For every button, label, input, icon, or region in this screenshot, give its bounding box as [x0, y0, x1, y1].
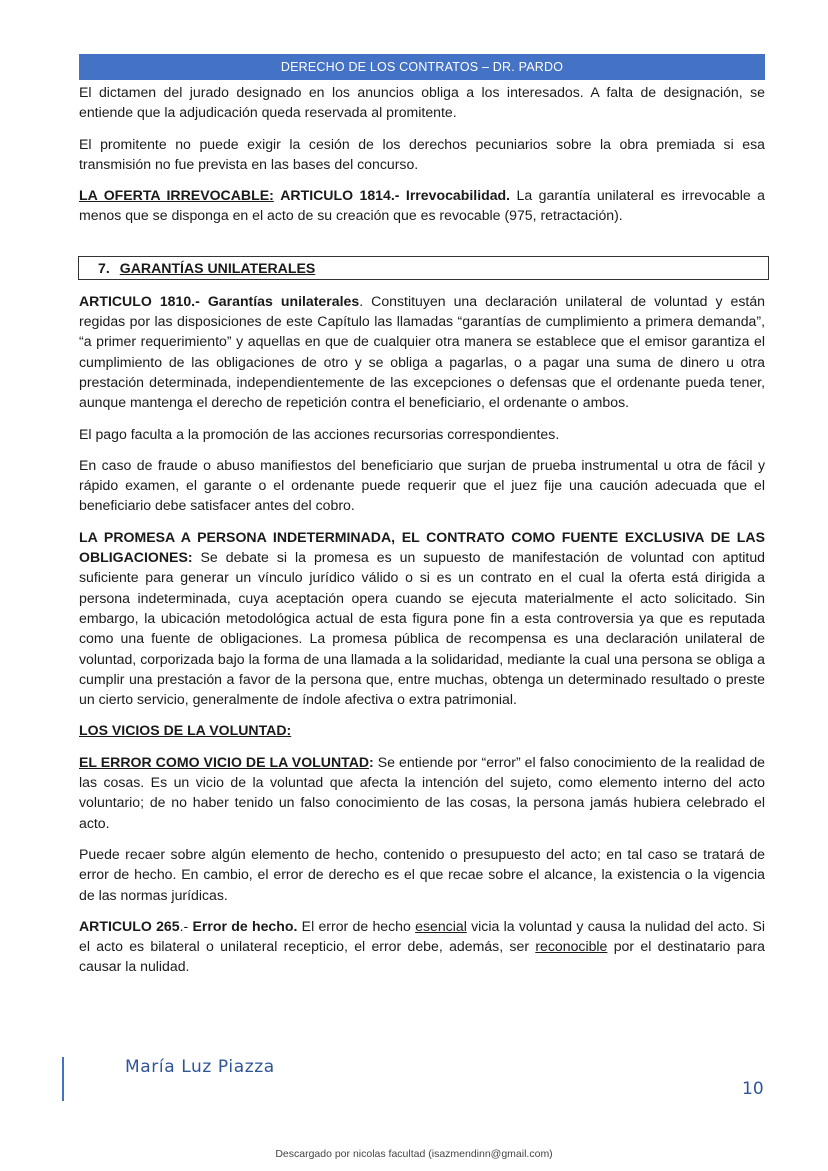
paragraph-promesa — [79, 527, 765, 710]
paragraph-error-de-hecho: Puede recaer sobre algún elemento de hecho, contenido o presupuesto del acto; en tal caso se tratará de error de hecho. En cambio, el error de derecho es el que recae sobre el alcance, la existencia o la vigencia de las normas jurídicas. — [79, 845, 765, 903]
document-header — [79, 54, 765, 80]
paragraph-pago: El pago faculta a la promoción de las acciones recursorias correspondientes. — [79, 425, 560, 442]
section-number: 7. — [98, 259, 110, 276]
article-1810-text: . Constituyen una declaración unilateral de voluntad y están regidas por las disposiciones de este Capítulo las llamadas “garantías de cumplimiento a primera demanda”, “a primer requerimiento” y aquellas en que de cualquier otra manera se establece que el emisor garantiza el cumplimiento de las obligaciones de otro y se obliga a pagarlas, o a pagar una suma de dinero u otra prestación determinada, independientemente de las excepciones o defensas que el ordenante pueda tener, aunque mantenga el derecho de repetición contra el beneficiario, el ordenante o ambos. — [79, 292, 765, 411]
paragraph-fraude: En caso de fraude o abuso manifiestos del beneficiario que surjan de prueba instrumental u otra de fácil y rápido examen, el garante o el ordenante puede requerir que el juez fije una caución adecuada que el beneficiario debe satisfacer antes del cobro. — [79, 456, 765, 514]
vicios-heading: LOS VICIOS DE LA VOLUNTAD: — [79, 722, 292, 739]
article-265-text-3: por el destinatario para causar la nulidad. — [79, 938, 766, 975]
article-265-title: ARTICULO 265 — [79, 917, 180, 934]
footer-author: María Luz Piazza — [125, 1057, 275, 1077]
paragraph-promitente: El promitente no puede exigir la cesión de los derechos pecuniarios sobre la obra premiada si esa transmisión no fue prevista en las bases del concurso. — [79, 135, 765, 172]
header-title: DERECHO DE LOS CONTRATOS – DR. PARDO — [280, 60, 564, 74]
error-heading-colon: : — [369, 753, 374, 770]
article-1814-title: ARTICULO 1814.- Irrevocabilidad. — [280, 187, 511, 204]
article-265-text-1: El error de hecho — [297, 917, 416, 934]
error-heading: EL ERROR COMO VICIO DE LA VOLUNTAD — [79, 753, 370, 770]
paragraph-article-1810 — [79, 291, 765, 413]
footer-divider — [62, 1057, 64, 1101]
page-number: 10 — [742, 1079, 764, 1099]
article-265-heading: Error de hecho. — [192, 917, 298, 934]
article-265-separator: .- — [179, 917, 193, 934]
download-note: Descargado por nicolas facultad (isazmendinn@gmail.com) — [275, 1148, 553, 1160]
article-265-reconocible: reconocible — [535, 938, 608, 955]
document-body — [79, 82, 765, 988]
paragraph-article-265 — [79, 916, 765, 977]
error-text: Se entiende por “error” el falso conocimiento de la realidad de las cosas. Es un vicio de la voluntad que afecta la intención del sujeto, como elemento interno del acto voluntario; de no haber tenido un falso conocimiento de las cosas, la persona jamás hubiera celebrado el acto. — [79, 753, 765, 831]
section-heading-box — [78, 256, 769, 280]
paragraph-oferta-irrevocable — [79, 185, 765, 226]
oferta-irrevocable-heading: LA OFERTA IRREVOCABLE: — [79, 187, 274, 204]
article-265-text-2: vicia la voluntad y causa la nulidad del acto. Si el acto es bilateral o unilateral recepticio, el error debe, además, ser — [79, 917, 765, 955]
promesa-text: Se debate si la promesa es un supuesto de manifestación de voluntad con aptitud suficiente para generar un vínculo jurídico válido o si es un contrato en el cual la oferta está dirigida a persona indeterminada, cuya aceptación opera cuando se ejecuta materialmente el acto solicitado. Sin embargo, la ubicación metodológica actual de esta figura pone fin a esta controversia ya que es reputada como una fuente de obligaciones. La promesa pública de recompensa es una declaración unilateral de voluntad, corporizada bajo la forma de una llamada a la solidaridad, mediante la cual una persona se obliga a cumplir una prestación a favor de la persona que, entre muchas, obtenga un determinado resultado o preste un cierto servicio, generalmente de índole afectiva o extra patrimonial. — [79, 549, 765, 708]
paragraph-error — [79, 752, 765, 833]
article-265-esencial: esencial — [415, 917, 467, 934]
section-title: GARANTÍAS UNILATERALES — [119, 259, 316, 276]
article-1814-text: La garantía unilateral es irrevocable a menos que se disponga en el acto de su creación que es revocable (975, retractación). — [79, 187, 766, 224]
article-1810-title: ARTICULO 1810.- Garantías unilaterales — [79, 292, 360, 309]
promesa-heading: LA PROMESA A PERSONA INDETERMINADA, EL CONTRATO COMO FUENTE EXCLUSIVA DE LAS OBLIGACIONES: — [79, 528, 765, 566]
paragraph-jurado: El dictamen del jurado designado en los anuncios obliga a los interesados. A falta de designación, se entiende que la adjudicación queda reservada al promitente. — [79, 84, 765, 121]
